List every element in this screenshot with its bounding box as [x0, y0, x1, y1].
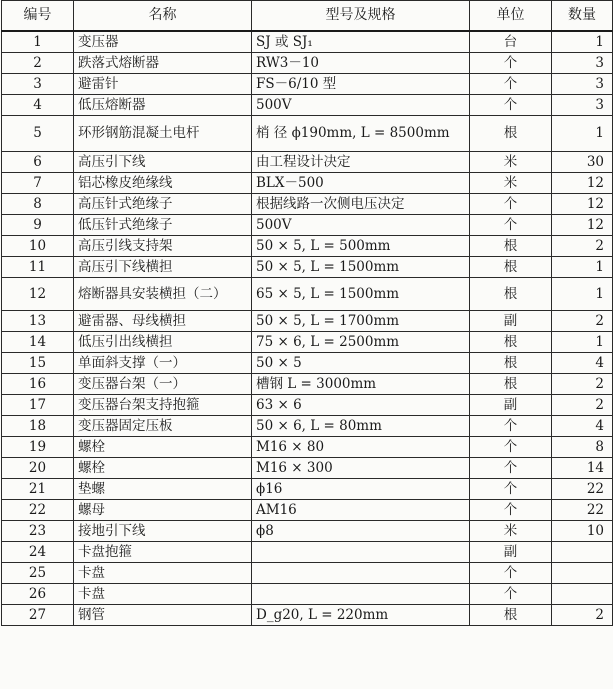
table-row	[2, 194, 613, 215]
cell-qty: 2	[552, 311, 613, 332]
cell-no: 8	[2, 194, 74, 215]
cell-qty: 3	[552, 53, 613, 74]
cell-name: 钢管	[74, 605, 252, 626]
cell-name: 高压针式绝缘子	[74, 194, 252, 215]
cell-no: 4	[2, 95, 74, 116]
table-row	[2, 458, 613, 479]
cell-name: 单面斜支撑（一）	[74, 353, 252, 374]
cell-spec: AM16	[252, 500, 470, 521]
cell-unit: 个	[470, 500, 552, 521]
table-row	[2, 311, 613, 332]
cell-spec: FS－6/10 型	[252, 74, 470, 95]
cell-name: 变压器	[74, 31, 252, 53]
cell-name: 变压器台架（一）	[74, 374, 252, 395]
cell-no: 6	[2, 152, 74, 173]
cell-qty: 8	[552, 437, 613, 458]
cell-spec: SJ 或 SJ₁	[252, 31, 470, 53]
cell-spec: 63 × 6	[252, 395, 470, 416]
cell-unit: 根	[470, 257, 552, 278]
cell-unit: 米	[470, 521, 552, 542]
cell-qty: 12	[552, 215, 613, 236]
cell-unit: 个	[470, 563, 552, 584]
table-row	[2, 353, 613, 374]
cell-name: 高压引线支持架	[74, 236, 252, 257]
cell-name: 变压器固定压板	[74, 416, 252, 437]
cell-name: 垫螺	[74, 479, 252, 500]
cell-name: 卡盘	[74, 563, 252, 584]
cell-unit: 副	[470, 311, 552, 332]
cell-unit: 副	[470, 395, 552, 416]
cell-no: 5	[2, 116, 74, 152]
cell-name: 卡盘	[74, 584, 252, 605]
cell-qty	[552, 563, 613, 584]
cell-no: 12	[2, 278, 74, 311]
cell-no: 16	[2, 374, 74, 395]
table-row	[2, 437, 613, 458]
cell-name: 螺母	[74, 500, 252, 521]
cell-spec: M16 × 300	[252, 458, 470, 479]
table-row	[2, 278, 613, 311]
table-row	[2, 74, 613, 95]
header-qty: 数量	[552, 1, 613, 32]
cell-qty: 1	[552, 278, 613, 311]
cell-unit: 根	[470, 278, 552, 311]
cell-no: 10	[2, 236, 74, 257]
table-row	[2, 479, 613, 500]
cell-qty: 12	[552, 173, 613, 194]
cell-name: 跌落式熔断器	[74, 53, 252, 74]
cell-name: 卡盘抱箍	[74, 542, 252, 563]
header-name: 名称	[74, 1, 252, 32]
cell-spec	[252, 542, 470, 563]
cell-unit: 个	[470, 479, 552, 500]
cell-no: 2	[2, 53, 74, 74]
cell-qty: 1	[552, 31, 613, 53]
cell-unit: 米	[470, 173, 552, 194]
cell-no: 22	[2, 500, 74, 521]
cell-qty: 4	[552, 416, 613, 437]
cell-spec: 50 × 5, L = 1500mm	[252, 257, 470, 278]
table-row	[2, 236, 613, 257]
cell-qty: 3	[552, 74, 613, 95]
cell-unit: 个	[470, 416, 552, 437]
cell-name: 避雷器、母线横担	[74, 311, 252, 332]
cell-name: 螺栓	[74, 437, 252, 458]
cell-spec: 根据线路一次侧电压决定	[252, 194, 470, 215]
cell-name: 螺栓	[74, 458, 252, 479]
cell-spec: 75 × 6, L = 2500mm	[252, 332, 470, 353]
cell-spec: 50 × 5, L = 1700mm	[252, 311, 470, 332]
cell-unit: 个	[470, 437, 552, 458]
cell-name: 低压针式绝缘子	[74, 215, 252, 236]
cell-no: 25	[2, 563, 74, 584]
table-row	[2, 53, 613, 74]
cell-name: 变压器台架支持抱箍	[74, 395, 252, 416]
cell-name: 铝芯橡皮绝缘线	[74, 173, 252, 194]
cell-unit: 根	[470, 374, 552, 395]
cell-spec: M16 × 80	[252, 437, 470, 458]
cell-unit: 根	[470, 332, 552, 353]
cell-unit: 米	[470, 152, 552, 173]
cell-name: 高压引下线横担	[74, 257, 252, 278]
table-row	[2, 584, 613, 605]
table-row	[2, 563, 613, 584]
cell-no: 17	[2, 395, 74, 416]
table-row	[2, 395, 613, 416]
cell-qty: 22	[552, 500, 613, 521]
cell-no: 3	[2, 74, 74, 95]
table-row	[2, 152, 613, 173]
cell-no: 19	[2, 437, 74, 458]
cell-qty: 2	[552, 395, 613, 416]
cell-unit: 根	[470, 605, 552, 626]
cell-name: 高压引下线	[74, 152, 252, 173]
cell-qty	[552, 584, 613, 605]
cell-spec: RW3－10	[252, 53, 470, 74]
cell-no: 24	[2, 542, 74, 563]
table-row	[2, 332, 613, 353]
table-row	[2, 116, 613, 152]
table-row	[2, 31, 613, 53]
cell-no: 23	[2, 521, 74, 542]
cell-no: 18	[2, 416, 74, 437]
cell-unit: 个	[470, 53, 552, 74]
cell-name: 避雷针	[74, 74, 252, 95]
cell-no: 11	[2, 257, 74, 278]
cell-qty: 14	[552, 458, 613, 479]
cell-unit: 个	[470, 584, 552, 605]
header-unit: 单位	[470, 1, 552, 32]
cell-no: 27	[2, 605, 74, 626]
cell-unit: 根	[470, 236, 552, 257]
header-spec: 型号及规格	[252, 1, 470, 32]
cell-no: 20	[2, 458, 74, 479]
cell-qty: 10	[552, 521, 613, 542]
cell-spec: 50 × 6, L = 80mm	[252, 416, 470, 437]
table-header-row	[2, 1, 613, 32]
cell-spec: ϕ8	[252, 521, 470, 542]
table-row	[2, 215, 613, 236]
cell-spec: 50 × 5	[252, 353, 470, 374]
cell-spec: 500V	[252, 95, 470, 116]
table-body	[2, 31, 613, 626]
cell-qty: 2	[552, 605, 613, 626]
cell-name: 低压引出线横担	[74, 332, 252, 353]
cell-spec: D_g20, L = 220mm	[252, 605, 470, 626]
cell-name: 熔断器具安装横担（二）	[74, 278, 252, 311]
table-row	[2, 173, 613, 194]
cell-qty: 2	[552, 374, 613, 395]
cell-qty: 1	[552, 257, 613, 278]
cell-no: 15	[2, 353, 74, 374]
cell-spec: 梢 径 ϕ190mm, L = 8500mm	[252, 116, 470, 152]
cell-unit: 个	[470, 194, 552, 215]
cell-unit: 副	[470, 542, 552, 563]
cell-no: 14	[2, 332, 74, 353]
cell-unit: 根	[470, 116, 552, 152]
cell-qty: 1	[552, 116, 613, 152]
cell-qty: 2	[552, 236, 613, 257]
cell-spec: 500V	[252, 215, 470, 236]
table-row	[2, 416, 613, 437]
cell-name: 接地引下线	[74, 521, 252, 542]
cell-spec: 由工程设计决定	[252, 152, 470, 173]
cell-unit: 个	[470, 458, 552, 479]
cell-spec: ϕ16	[252, 479, 470, 500]
header-no: 编号	[2, 1, 74, 32]
cell-qty	[552, 542, 613, 563]
cell-no: 1	[2, 31, 74, 53]
cell-qty: 12	[552, 194, 613, 215]
cell-no: 7	[2, 173, 74, 194]
cell-no: 9	[2, 215, 74, 236]
cell-qty: 3	[552, 95, 613, 116]
cell-qty: 30	[552, 152, 613, 173]
cell-unit: 个	[470, 215, 552, 236]
table-row	[2, 521, 613, 542]
cell-unit: 根	[470, 353, 552, 374]
cell-name: 环形钢筋混凝土电杆	[74, 116, 252, 152]
table-row	[2, 605, 613, 626]
cell-name: 低压熔断器	[74, 95, 252, 116]
cell-qty: 22	[552, 479, 613, 500]
cell-spec	[252, 584, 470, 605]
table-row	[2, 374, 613, 395]
cell-spec: 50 × 5, L = 500mm	[252, 236, 470, 257]
table-row	[2, 542, 613, 563]
materials-table	[1, 0, 613, 626]
cell-spec: 65 × 5, L = 1500mm	[252, 278, 470, 311]
cell-no: 13	[2, 311, 74, 332]
cell-unit: 台	[470, 31, 552, 53]
cell-unit: 个	[470, 95, 552, 116]
cell-qty: 4	[552, 353, 613, 374]
table-row	[2, 257, 613, 278]
cell-no: 21	[2, 479, 74, 500]
table-row	[2, 95, 613, 116]
cell-no: 26	[2, 584, 74, 605]
cell-spec: 槽钢 L = 3000mm	[252, 374, 470, 395]
cell-unit: 个	[470, 74, 552, 95]
cell-qty: 1	[552, 332, 613, 353]
table-row	[2, 500, 613, 521]
cell-spec: BLX－500	[252, 173, 470, 194]
cell-spec	[252, 563, 470, 584]
